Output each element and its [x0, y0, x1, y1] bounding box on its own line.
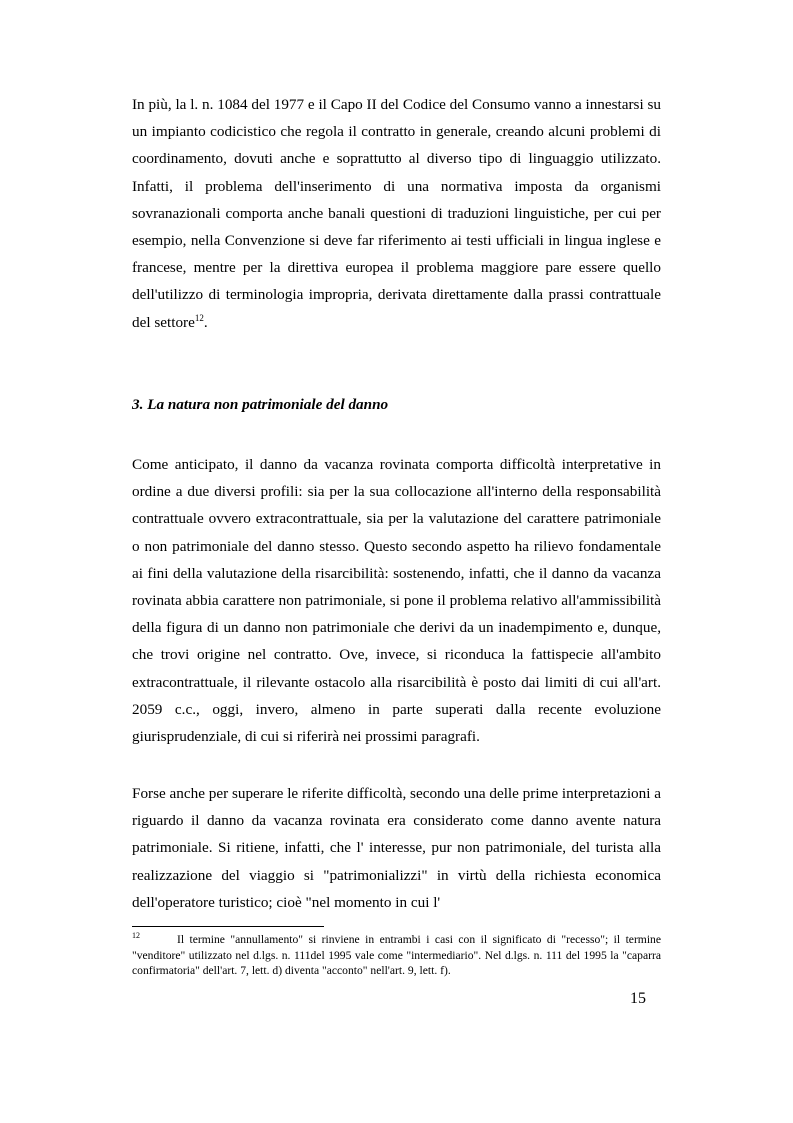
body-paragraph: Come anticipato, il danno da vacanza rovinata comporta difficoltà interpretative in ordine a due diversi profili: sia per la sua collocazione all'interno della responsabilità contrattuale ovvero extracontrattuale, sia per la valutazione del carattere patrimoniale o non patrimoniale del danno stesso. Questo secondo aspetto ha rilievo fondamentale ai fini della valutazione della risarcibilità: sostenendo, infatti, che il danno da vacanza rovinata abbia carattere non patrimoniale, si pone il problema relativo all'ammissibilità della figura di un danno non patrimoniale che derivi da un inadempimento e, dunque, che trovi origine nel contratto. Ove, invece, si riconduca la fattispecie all'ambito extracontrattuale, il rilevante ostacolo alla risarcibilità è posto dai limiti di cui all'art. 2059 c.c., oggi, invero, almeno in parte superati dalla recente evoluzione giurisprudenziale, di cui si riferirà nei prossimi paragrafi.: [132, 456, 661, 746]
footnote-reference[interactable]: 12: [194, 312, 204, 323]
section-heading: 3. La natura non patrimoniale del danno: [132, 396, 389, 413]
body-paragraph: [132, 91, 661, 336]
body-paragraph: Forse anche per superare le riferite difficoltà, secondo una delle prime interpretazioni a riguardo il danno da vacanza rovinata era considerato come danno avente natura patrimoniale. Si ritiene, infatti, che l' interesse, pur non patrimoniale, del turista alla realizzazione del viaggio si "patrimonializzi" in virtù della richiesta economica dell'operatore turistico; cioè "nel momento in cui l': [132, 785, 661, 911]
footnote-text: Il termine "annullamento" si rinviene in entrambi i casi con il significato di "recesso"; il termine "venditore" utilizzato nel d.lgs. n. 111del 1995 vale come "intermediario". Nel d.lgs. n. 111 del 1995 la "caparra confirmatoria" dell'art. 7, lett. d) diventa "acconto" nell'art. 9, lett. f).: [132, 933, 661, 978]
paragraph-text: In più, la l. n. 1084 del 1977 e il Capo II del Codice del Consumo vanno a innestarsi su un impianto codicistico che regola il contratto in generale, creando alcuni problemi di coordinamento, dovuti anche e soprattutto al diverso tipo di linguaggio utilizzato. Infatti, il problema dell'inserimento di una normativa imposta da organismi sovranazionali comporta anche banali questioni di traduzioni linguistiche, per cui per esempio, nella Convenzione si deve far riferimento ai testi ufficiali in lingua inglese e francese, mentre per la direttiva europea il problema maggiore pare essere quello dell'utilizzo di terminologia impropria, derivata direttamente dalla prassi contrattuale del settore: [132, 96, 661, 331]
page-number: 15: [630, 990, 646, 1007]
paragraph-end-punctuation: .: [203, 313, 208, 331]
footnote: [132, 932, 661, 979]
footnote-marker: 12: [132, 931, 140, 940]
footnote-separator: [132, 926, 324, 927]
